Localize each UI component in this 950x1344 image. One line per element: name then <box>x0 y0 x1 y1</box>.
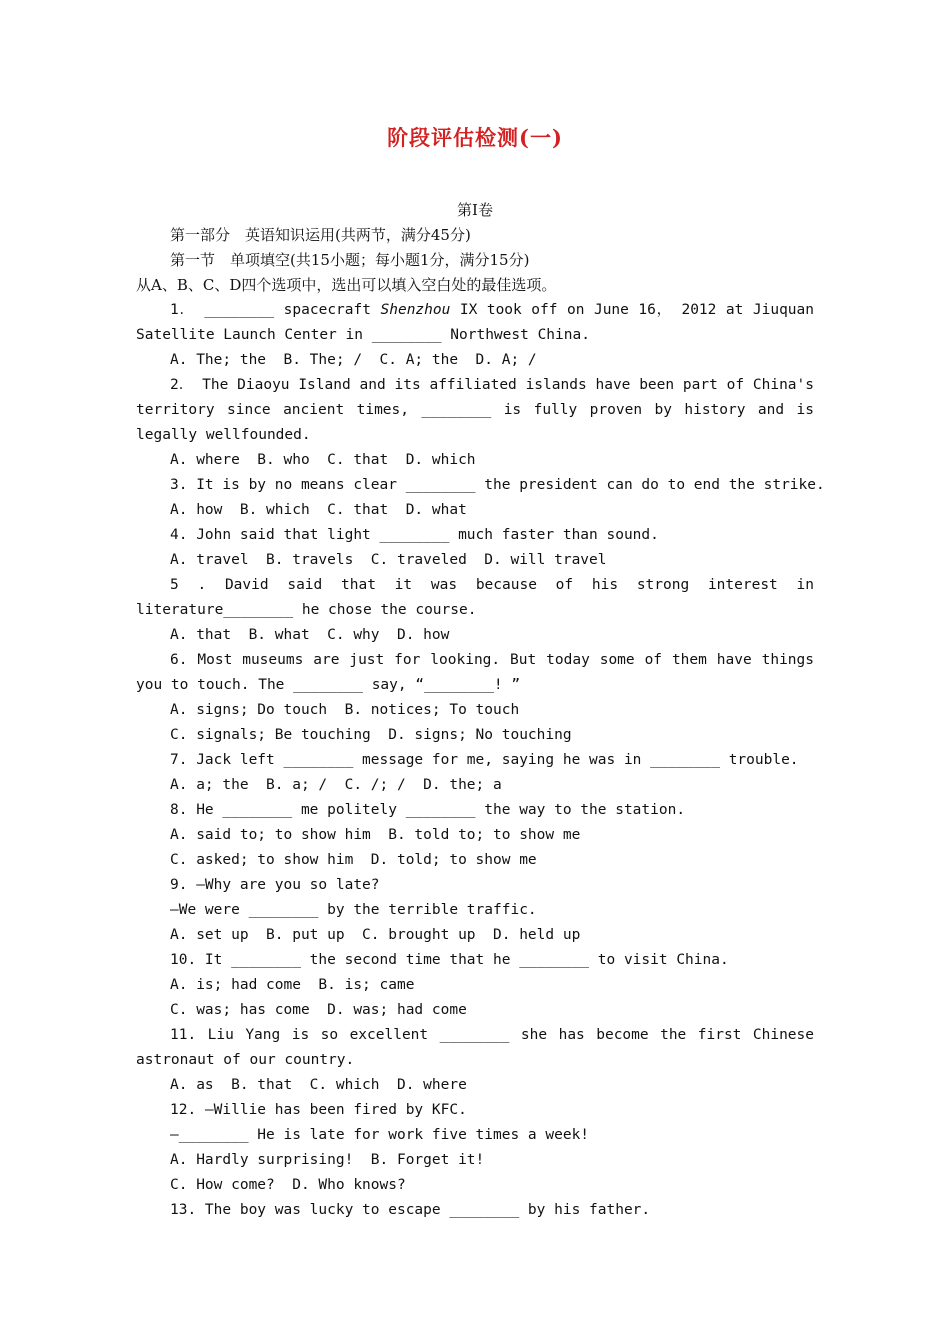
question-2-options: A. where B. who C. that D. which <box>170 452 476 468</box>
question-7-options: A. a; the B. a; / C. /; / D. the; a <box>170 777 502 793</box>
question-1-line-2: Satellite Launch Center in ________ Northwest China. <box>136 327 590 343</box>
section-heading: 第一节 单项填空(共15小题；每小题1分，满分15分) <box>170 251 530 269</box>
question-3-options: A. how B. which C. that D. what <box>170 502 467 518</box>
question-5-options: A. that B. what C. why D. how <box>170 627 450 643</box>
instruction-text: 从A、B、C、D四个选项中，选出可以填入空白处的最佳选项。 <box>136 276 557 294</box>
question-11-line-1: 11. Liu Yang is so excellent ________ she has become the first Chinese <box>170 1027 814 1043</box>
document-body <box>136 198 825 1223</box>
question-2-line-1: 2． The Diaoyu Island and its affiliated islands have been part of China's <box>170 377 814 393</box>
question-13-line-1: 13. The boy was lucky to escape ________ by his father. <box>170 1202 651 1218</box>
question-4-options: A. travel B. travels C. traveled D. will travel <box>170 552 607 568</box>
question-11-options: A. as B. that C. which D. where <box>170 1077 467 1093</box>
question-8-options-1: A. said to; to show him B. told to; to show me <box>170 827 581 843</box>
question-12-line-2: —________ He is late for work five times a week! <box>170 1127 590 1143</box>
question-5-line-1: 5 . David said that it was because of his strong interest in <box>170 577 814 593</box>
question-1-line-1 <box>136 298 814 323</box>
question-2-line-3: legally wellfounded. <box>136 427 311 443</box>
q1-text-b: IX took off on June 16， 2012 at Jiuquan <box>450 302 814 318</box>
volume-heading: 第Ⅰ卷 <box>457 201 493 219</box>
question-1-options: A. The; the B. The; / C. A; the D. A; / <box>170 352 537 368</box>
q1-text-a: 1． ________ spacecraft <box>170 302 381 318</box>
page-title: 阶段评估检测(一) <box>387 125 563 150</box>
question-2-line-2: territory since ancient times, ________ is fully proven by history and is <box>136 402 814 418</box>
question-5-line-2: literature________ he chose the course. <box>136 602 477 618</box>
question-6-options-2: C. signals; Be touching D. signs; No touching <box>170 727 572 743</box>
question-8-options-2: C. asked; to show him D. told; to show me <box>170 852 537 868</box>
question-11-line-2: astronaut of our country. <box>136 1052 355 1068</box>
question-10-line-1: 10. It ________ the second time that he ________ to visit China. <box>170 952 729 968</box>
q1-italic: Shenzhou <box>380 302 451 318</box>
question-10-options-1: A. is; had come B. is; came <box>170 977 415 993</box>
question-6-line-2: you to touch. The ________ say, “________! ” <box>136 677 521 693</box>
question-8-line-1: 8. He ________ me politely ________ the way to the station. <box>170 802 686 818</box>
question-6-options-1: A. signs; Do touch B. notices; To touch <box>170 702 520 718</box>
question-7-line-1: 7. Jack left ________ message for me, saying he was in ________ trouble. <box>170 752 799 768</box>
question-6-line-1: 6. Most museums are just for looking. But today some of them have things <box>170 652 814 668</box>
question-4-line-1: 4. John said that light ________ much faster than sound. <box>170 527 659 543</box>
question-12-line-1: 12. —Willie has been fired by KFC. <box>170 1102 467 1118</box>
question-9-line-1: 9. —Why are you so late? <box>170 877 380 893</box>
question-3-line-1: 3. It is by no means clear ________ the president can do to end the strike. <box>170 477 825 493</box>
question-12-options-1: A. Hardly surprising! B. Forget it! <box>170 1152 485 1168</box>
question-9-line-2: —We were ________ by the terrible traffic. <box>170 902 537 918</box>
part-heading: 第一部分 英语知识运用(共两节，满分45分) <box>170 226 471 244</box>
question-9-options: A. set up B. put up C. brought up D. held up <box>170 927 581 943</box>
question-12-options-2: C. How come? D. Who knows? <box>170 1177 406 1193</box>
question-10-options-2: C. was; has come D. was; had come <box>170 1002 467 1018</box>
